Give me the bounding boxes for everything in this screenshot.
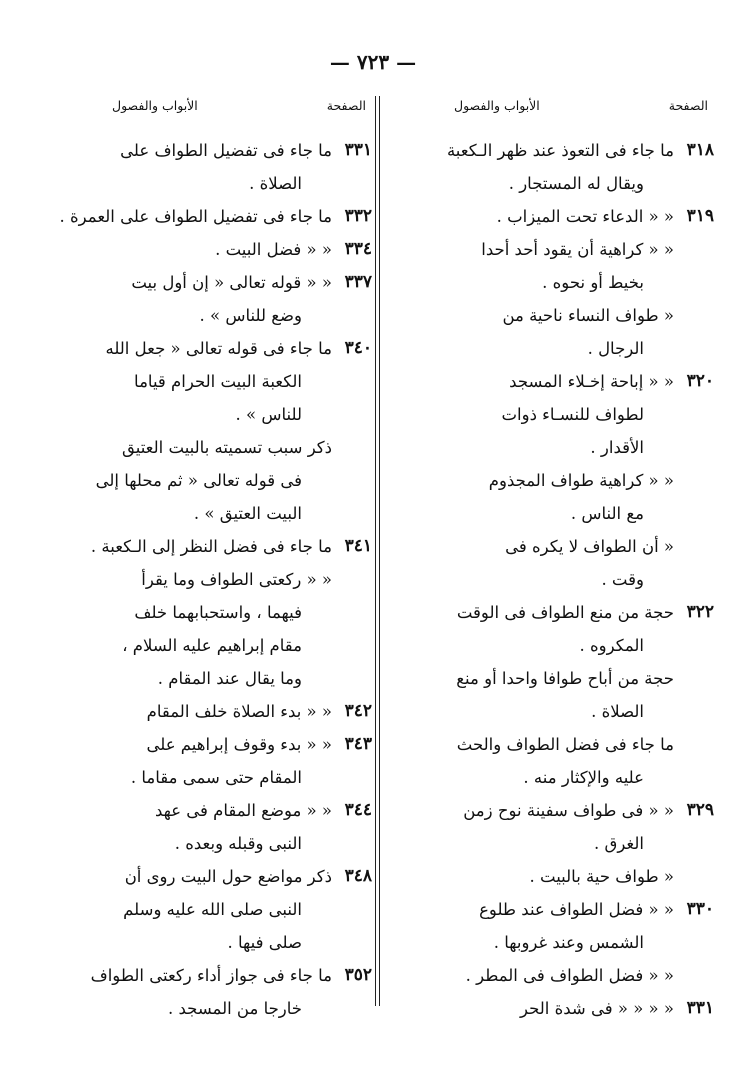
- entry-title: [394, 200, 674, 233]
- toc-entry: [394, 860, 714, 893]
- entry-line: « « « « فى شدة الحر: [520, 999, 674, 1018]
- toc-entry: [394, 134, 714, 200]
- entry-title: [394, 134, 674, 200]
- entry-title: [394, 992, 674, 1025]
- toc-entry: [52, 266, 372, 332]
- entry-line: ما جاء فى جواز أداء ركعتى الطواف: [90, 966, 332, 985]
- entry-line: لطواف للنسـاء ذوات: [501, 405, 644, 424]
- entry-page-number: ٣٤٤: [344, 800, 372, 820]
- entry-line: المقام حتى سمى مقاما .: [130, 768, 302, 787]
- entry-line: الأقدار .: [590, 438, 644, 457]
- entry-line: « « فضل الطواف عند طلوع: [479, 900, 674, 919]
- entry-line: « طواف حية بالبيت .: [529, 867, 674, 886]
- entry-line: « « بدء وقوف إبراهيم على: [146, 735, 332, 754]
- entry-line: « « الدعاء تحت الميزاب .: [496, 207, 674, 226]
- entry-title: [394, 893, 674, 959]
- entry-line: مقام إبراهيم عليه السلام ،: [122, 636, 302, 655]
- entry-line: « « قوله تعالى « إن أول بيت: [131, 273, 332, 292]
- entry-title: [394, 530, 674, 596]
- toc-entry: [394, 662, 714, 728]
- column-header: [394, 98, 714, 134]
- entry-line: مع الناس .: [570, 504, 644, 523]
- toc-entry: [52, 332, 372, 431]
- toc-entry: [394, 464, 714, 530]
- entry-title: [52, 959, 332, 1025]
- toc-entry: [52, 563, 372, 695]
- entry-line: « « بدء الصلاة خلف المقام: [146, 702, 332, 721]
- entry-line: ما جاء فى تفضيل الطواف على: [120, 141, 332, 160]
- entry-title: [52, 794, 332, 860]
- entry-title: [394, 365, 674, 464]
- toc-entry: [394, 893, 714, 959]
- toc-entry: [394, 200, 714, 233]
- entry-line: « « فضل البيت .: [215, 240, 332, 259]
- entry-title: [394, 299, 674, 365]
- toc-entry: [52, 794, 372, 860]
- entry-line: وضع للناس » .: [199, 306, 302, 325]
- entry-line: المكروه .: [579, 636, 644, 655]
- entry-line: « « ركعتى الطواف وما يقرأ: [141, 570, 332, 589]
- entry-title: [52, 431, 332, 530]
- entry-line: « أن الطواف لا يكره فى: [505, 537, 674, 556]
- entry-title: [52, 233, 332, 266]
- entry-page-number: ٣٣١: [344, 140, 372, 160]
- entry-line: « « كراهية طواف المجذوم: [488, 471, 674, 490]
- entry-line: « طواف النساء ناحية من: [502, 306, 674, 325]
- entry-title: [394, 860, 674, 893]
- entry-page-number: ٣٣٤: [344, 239, 372, 259]
- toc-entry: [52, 530, 372, 563]
- toc-entry: [394, 959, 714, 992]
- toc-entry: [394, 365, 714, 464]
- entry-page-number: ٣٤٣: [344, 734, 372, 754]
- entry-line: ما جاء فى التعوذ عند ظهر الـكعبة: [446, 141, 674, 160]
- entry-title: [52, 563, 332, 695]
- entry-title: [52, 200, 332, 233]
- toc-column-left: [52, 98, 372, 1058]
- toc-entry: [52, 959, 372, 1025]
- entry-line: « « إباحة إخـلاء المسجد: [509, 372, 674, 391]
- entry-page-number: ٣٣٧: [344, 272, 372, 292]
- toc-entry: [394, 530, 714, 596]
- toc-entry: [52, 860, 372, 959]
- entry-line: الصلاة .: [591, 702, 644, 721]
- entry-title: [394, 662, 674, 728]
- toc-entry: [394, 233, 714, 299]
- entry-page-number: ٣٣٠: [686, 899, 714, 919]
- entry-line: ذكر مواضع حول البيت روى أن: [124, 867, 332, 886]
- entry-page-number: ٣٢٠: [686, 371, 714, 391]
- entry-page-number: ٣١٩: [686, 206, 714, 226]
- header-sections-label: الأبواب والفصول: [112, 98, 198, 113]
- entry-title: [52, 728, 332, 794]
- toc-entry: [52, 200, 372, 233]
- entry-title: [394, 794, 674, 860]
- toc-entry: [394, 794, 714, 860]
- toc-entry: [52, 695, 372, 728]
- entry-title: [394, 728, 674, 794]
- entry-title: [52, 266, 332, 332]
- toc-entry: [52, 431, 372, 530]
- entry-line: حجة من أباح طوافا واحدا أو منع: [456, 669, 674, 688]
- entry-line: « « موضع المقام فى عهد: [154, 801, 332, 820]
- entry-page-number: ٣٤٠: [344, 338, 372, 358]
- entry-line: الغرق .: [594, 834, 644, 853]
- column-header: [52, 98, 372, 134]
- entry-line: فيهما ، واستحبابهما خلف: [134, 603, 302, 622]
- entry-title: [52, 134, 332, 200]
- toc-entry: [394, 299, 714, 365]
- entry-page-number: ٣٤٢: [344, 701, 372, 721]
- entry-line: حجة من منع الطواف فى الوقت: [456, 603, 674, 622]
- entry-line: الشمس وعند غروبها .: [493, 933, 644, 952]
- entry-line: عليه والإكثار منه .: [523, 768, 644, 787]
- entry-line: الرجال .: [587, 339, 644, 358]
- entry-page-number: ٣٣٢: [344, 206, 372, 226]
- entry-line: بخيط أو نحوه .: [542, 273, 644, 292]
- header-page-label: الصفحة: [326, 98, 366, 113]
- entry-line: ويقال له المستجار .: [508, 174, 644, 193]
- entry-line: صلى فيها .: [227, 933, 302, 952]
- toc-entry: [52, 233, 372, 266]
- entry-title: [394, 596, 674, 662]
- entry-line: النبى وقبله وبعده .: [174, 834, 302, 853]
- entry-title: [52, 332, 332, 431]
- entry-title: [394, 959, 674, 992]
- entry-line: « « كراهية أن يقود أحد أحدا: [481, 240, 674, 259]
- column-divider: [375, 96, 380, 1006]
- entry-line: النبى صلى الله عليه وسلم: [123, 900, 302, 919]
- entry-line: وقت .: [601, 570, 644, 589]
- entry-line: وما يقال عند المقام .: [157, 669, 302, 688]
- entry-line: ذكر سبب تسميته بالبيت العتيق: [121, 438, 332, 457]
- entry-page-number: ٣٢٢: [686, 602, 714, 622]
- entry-line: الكعبة البيت الحرام قياما: [134, 372, 302, 391]
- header-page-label: الصفحة: [668, 98, 708, 113]
- entry-line: ما جاء فى فضل الطواف والحث: [456, 735, 674, 754]
- entry-line: « « فضل الطواف فى المطر .: [465, 966, 674, 985]
- entry-line: خارجا من المسجد .: [168, 999, 302, 1018]
- entry-page-number: ٣٤١: [344, 536, 372, 556]
- entry-title: [52, 530, 332, 563]
- toc-entry: [52, 134, 372, 200]
- entry-line: ما جاء فى قوله تعالى « جعل الله: [105, 339, 332, 358]
- entry-page-number: ٣٥٢: [344, 965, 372, 985]
- toc-entry: [394, 728, 714, 794]
- toc-entry: [52, 728, 372, 794]
- entry-title: [52, 695, 332, 728]
- entry-page-number: ٣٤٨: [344, 866, 372, 886]
- entry-title: [394, 464, 674, 530]
- entry-page-number: ٣١٨: [686, 140, 714, 160]
- entry-line: فى قوله تعالى « ثم محلها إلى: [95, 471, 302, 490]
- entry-line: ما جاء فى تفضيل الطواف على العمرة .: [59, 207, 332, 226]
- entry-line: البيت العتيق » .: [193, 504, 302, 523]
- page-number: — ٧٢٣ —: [329, 50, 417, 74]
- entry-page-number: ٣٢٩: [686, 800, 714, 820]
- toc-column-right: [394, 98, 714, 1058]
- header-sections-label: الأبواب والفصول: [454, 98, 540, 113]
- toc-entry: [394, 596, 714, 662]
- entry-title: [52, 860, 332, 959]
- entry-page-number: ٣٣١: [686, 998, 714, 1018]
- toc-entry: [394, 992, 714, 1025]
- entry-title: [394, 233, 674, 299]
- entry-line: الصلاة .: [249, 174, 302, 193]
- entry-line: للناس » .: [235, 405, 302, 424]
- entry-line: « « فى طواف سفينة نوح زمن: [463, 801, 674, 820]
- entry-line: ما جاء فى فضل النظر إلى الـكعبة .: [90, 537, 332, 556]
